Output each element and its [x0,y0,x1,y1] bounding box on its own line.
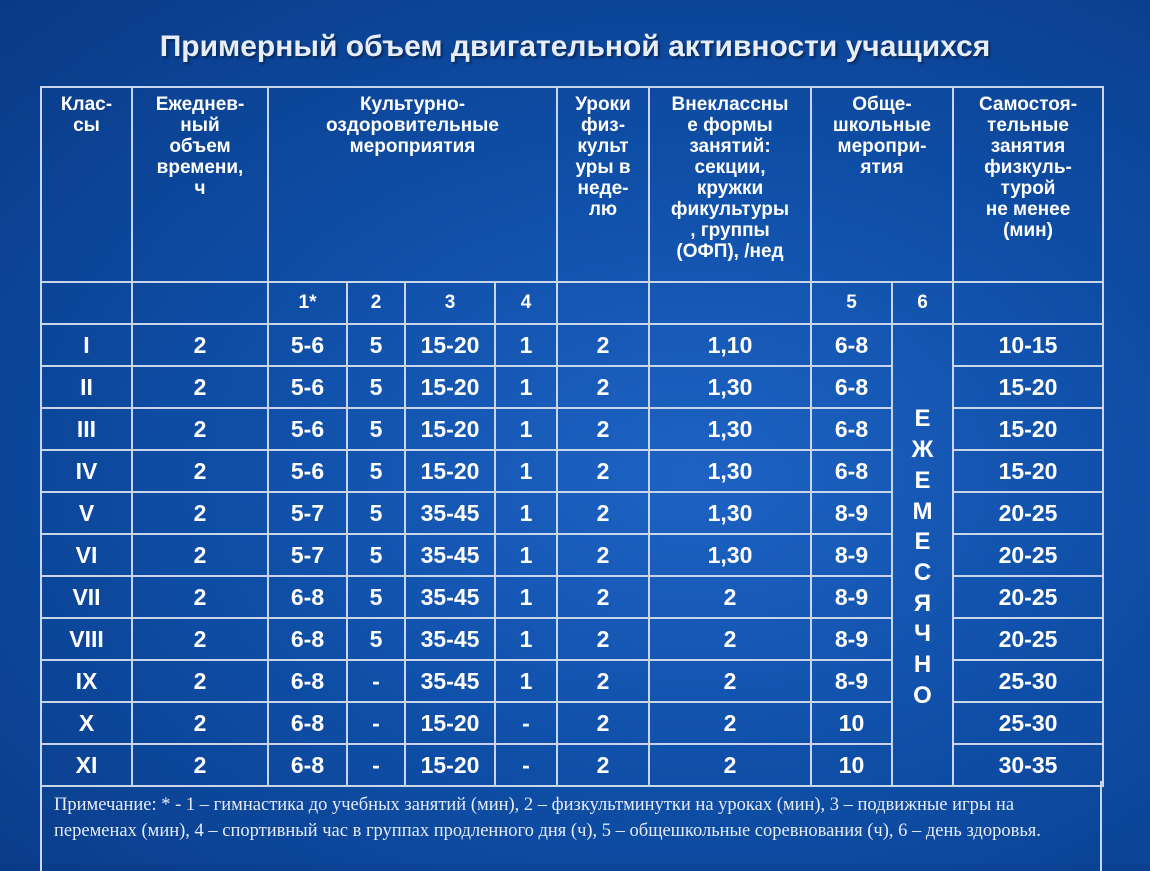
cell-lessons: 2 [557,618,649,660]
monthly-letter: С [913,559,932,586]
cell-daily: 2 [132,534,268,576]
cell-c3: 15-20 [405,408,495,450]
cell-indep: 20-25 [953,492,1103,534]
monthly-letter: Е [914,528,931,556]
cell-c3: 15-20 [405,744,495,786]
cell-c1: 6-8 [268,744,347,786]
cell-c3: 35-45 [405,492,495,534]
cell-daily: 2 [132,618,268,660]
cell-c4: 1 [495,492,557,534]
cell-c2: 5 [347,408,405,450]
cell-lessons: 2 [557,660,649,702]
cell-daily: 2 [132,702,268,744]
cell-c3: 35-45 [405,618,495,660]
monthly-letter: М [912,497,933,525]
cell-lessons: 2 [557,324,649,366]
cell-cls: V [41,492,132,534]
cell-lessons: 2 [557,534,649,576]
cell-extra: 2 [649,702,811,744]
header-extracurricular: Внеклассны е формы занятий: секции, кружки фикультуры , группы (ОФП), /нед [649,87,811,282]
cell-cls: VII [41,576,132,618]
cell-c3: 35-45 [405,534,495,576]
cell-c2: - [347,702,405,744]
subheader-5: 5 [811,282,892,324]
subheader-6: 6 [892,282,953,324]
monthly-letter: Ж [911,436,934,464]
monthly-letter: О [913,681,932,709]
cell-indep: 15-20 [953,408,1103,450]
monthly-cell [892,324,953,786]
monthly-letter: Ч [914,620,931,648]
cell-c1: 6-8 [268,576,347,618]
cell-extra: 1,30 [649,534,811,576]
cell-c4: 1 [495,534,557,576]
cell-c5: 10 [811,702,892,744]
header-independent: Самостоя- тельные занятия физкуль- турой не менее (мин) [953,87,1103,282]
cell-c1: 6-8 [268,702,347,744]
cell-cls: I [41,324,132,366]
cell-lessons: 2 [557,492,649,534]
cell-c3: 35-45 [405,660,495,702]
monthly-letter: Е [914,405,931,433]
cell-indep: 15-20 [953,450,1103,492]
cell-extra: 2 [649,576,811,618]
cell-lessons: 2 [557,408,649,450]
subheader-empty [41,282,132,324]
cell-indep: 10-15 [953,324,1103,366]
cell-indep: 15-20 [953,366,1103,408]
cell-c3: 15-20 [405,366,495,408]
cell-c4: 1 [495,324,557,366]
cell-indep: 25-30 [953,660,1103,702]
cell-daily: 2 [132,408,268,450]
cell-daily: 2 [132,324,268,366]
subheader-empty [953,282,1103,324]
cell-c5: 8-9 [811,660,892,702]
cell-c2: 5 [347,576,405,618]
cell-c1: 5-7 [268,534,347,576]
subheader-empty [557,282,649,324]
cell-c1: 5-6 [268,450,347,492]
cell-lessons: 2 [557,450,649,492]
cell-indep: 20-25 [953,534,1103,576]
cell-c4: 1 [495,618,557,660]
cell-cls: IX [41,660,132,702]
cell-c1: 5-6 [268,408,347,450]
cell-cls: VI [41,534,132,576]
cell-c3: 15-20 [405,702,495,744]
cell-extra: 2 [649,660,811,702]
cell-lessons: 2 [557,576,649,618]
cell-indep: 30-35 [953,744,1103,786]
cell-c2: 5 [347,618,405,660]
cell-c4: 1 [495,450,557,492]
cell-daily: 2 [132,744,268,786]
cell-c4: - [495,744,557,786]
header-pe-lessons: Уроки физ- культ уры в неде- лю [557,87,649,282]
cell-cls: X [41,702,132,744]
header-classes: Клас- сы [41,87,132,282]
cell-cls: IV [41,450,132,492]
cell-c2: 5 [347,324,405,366]
header-cultural-activities: Культурно- оздоровительные мероприятия [268,87,557,282]
cell-c2: 5 [347,450,405,492]
cell-cls: VIII [41,618,132,660]
activity-table [40,86,1104,787]
cell-cls: III [41,408,132,450]
cell-extra: 1,10 [649,324,811,366]
cell-lessons: 2 [557,744,649,786]
cell-c1: 6-8 [268,660,347,702]
cell-c4: 1 [495,366,557,408]
cell-c5: 8-9 [811,576,892,618]
cell-c1: 5-7 [268,492,347,534]
subheader-2: 2 [347,282,405,324]
header-school-events: Обще- школьные меропри- ятия [811,87,953,282]
cell-indep: 20-25 [953,576,1103,618]
subheader-4: 4 [495,282,557,324]
cell-c4: 1 [495,576,557,618]
monthly-letter: Н [913,651,932,679]
subheader-empty [132,282,268,324]
subheader-row [41,282,1103,324]
monthly-letter: Я [913,589,932,617]
subheader-3: 3 [405,282,495,324]
cell-c5: 6-8 [811,366,892,408]
cell-c4: 1 [495,408,557,450]
cell-extra: 2 [649,618,811,660]
cell-daily: 2 [132,366,268,408]
header-row [41,87,1103,282]
cell-extra: 1,30 [649,408,811,450]
page-title: Примерный объем двигательной активности учащихся [159,30,991,63]
header-daily-volume: Ежеднев- ный объем времени, ч [132,87,268,282]
cell-c5: 10 [811,744,892,786]
cell-lessons: 2 [557,702,649,744]
cell-c1: 5-6 [268,366,347,408]
table-row [41,324,1103,366]
cell-cls: II [41,366,132,408]
subheader-empty [649,282,811,324]
cell-c3: 35-45 [405,576,495,618]
cell-lessons: 2 [557,366,649,408]
cell-extra: 2 [649,744,811,786]
cell-c3: 15-20 [405,324,495,366]
subheader-1: 1* [268,282,347,324]
cell-c1: 5-6 [268,324,347,366]
cell-daily: 2 [132,660,268,702]
cell-c4: 1 [495,660,557,702]
cell-c5: 8-9 [811,618,892,660]
cell-c2: 5 [347,534,405,576]
cell-extra: 1,30 [649,366,811,408]
cell-c1: 6-8 [268,618,347,660]
cell-indep: 20-25 [953,618,1103,660]
cell-c2: 5 [347,492,405,534]
cell-c4: - [495,702,557,744]
cell-daily: 2 [132,492,268,534]
cell-c3: 15-20 [405,450,495,492]
cell-c2: 5 [347,366,405,408]
cell-c5: 6-8 [811,408,892,450]
cell-c5: 8-9 [811,492,892,534]
cell-c2: - [347,744,405,786]
cell-c5: 6-8 [811,324,892,366]
cell-c5: 6-8 [811,450,892,492]
cell-daily: 2 [132,576,268,618]
cell-extra: 1,30 [649,492,811,534]
cell-indep: 25-30 [953,702,1103,744]
footnote: Примечание: * - 1 – гимнастика до учебных занятий (мин), 2 – физкультминутки на уроках (мин), 3 – подвижные игры на переменах (мин), 4 – спортивный час в группах продленного дня (ч), 5 – общешкольные соревнования (ч), 6 – день здоровья. [40,781,1102,871]
cell-cls: XI [41,744,132,786]
cell-extra: 1,30 [649,450,811,492]
cell-c2: - [347,660,405,702]
cell-c5: 8-9 [811,534,892,576]
monthly-letter: Е [914,466,931,494]
cell-daily: 2 [132,450,268,492]
